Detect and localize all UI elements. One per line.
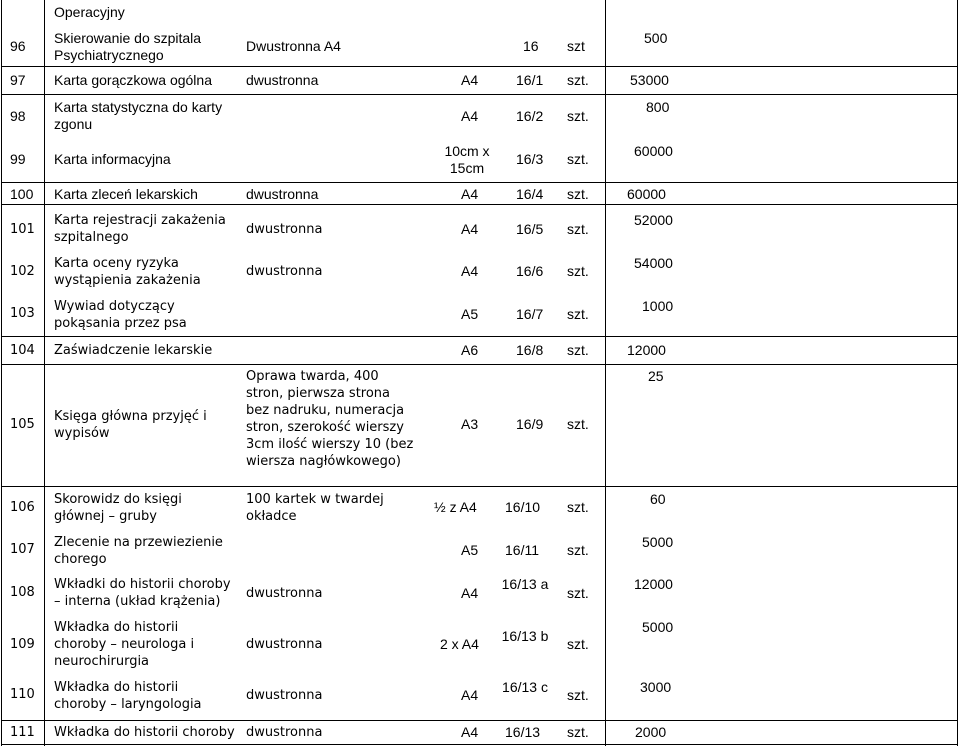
- quantity: 3000: [640, 679, 672, 695]
- quantity: 12000: [627, 342, 666, 358]
- quantity: 60: [650, 491, 666, 507]
- item-description: 100 kartek w twardej okładce: [246, 492, 384, 524]
- row-divider: [1, 66, 958, 67]
- item-name: Wkładka do historii choroby – neurologa i neurochirurgia: [54, 620, 195, 669]
- table-border: [1, 744, 958, 745]
- row-number: 107: [10, 542, 35, 557]
- format: A4: [461, 724, 479, 740]
- sheet-number: 16: [523, 38, 539, 54]
- sheet-number: 16/13 b: [501, 628, 549, 644]
- row-number: 103: [10, 306, 35, 321]
- item-name: Karta zleceń lekarskich: [54, 186, 198, 202]
- item-description: Oprawa twarda, 400 stron, pierwsza strona bez nadruku, numeracja stron, szerokość wierszy 3cm ilość wierszy 10 (bez wiersza nagłówkowego): [246, 369, 414, 469]
- row-number: 106: [10, 500, 35, 515]
- column-divider: [44, 0, 45, 746]
- table-border: [957, 0, 958, 746]
- quantity: 500: [644, 30, 668, 46]
- row-number: 96: [10, 38, 26, 54]
- unit: szt.: [567, 585, 589, 601]
- row-number: 105: [10, 417, 35, 432]
- row-divider: [1, 336, 958, 337]
- item-name: Operacyjny: [54, 4, 125, 20]
- item-name: Zlecenie na przewiezienie chorego: [54, 535, 223, 567]
- row-divider: [1, 94, 958, 95]
- sheet-number: 16/13: [505, 724, 541, 740]
- format: A4: [461, 108, 479, 124]
- sheet-number: 16/3: [516, 151, 544, 167]
- row-number: 111: [10, 725, 35, 740]
- table-border: [1, 0, 2, 746]
- item-name: Wkładka do historii choroby – laryngologia: [54, 680, 202, 712]
- unit: szt.: [567, 263, 589, 279]
- row-number: 104: [10, 343, 35, 358]
- quantity: 12000: [634, 576, 673, 592]
- item-name: Księga główna przyjęć i wypisów: [54, 409, 207, 441]
- sheet-number: 16/4: [516, 186, 544, 202]
- unit: szt.: [567, 542, 589, 558]
- item-description: Dwustronna A4: [246, 38, 341, 54]
- sheet-number: 16/7: [516, 306, 544, 322]
- format: A4: [461, 263, 479, 279]
- quantity: 2000: [635, 724, 667, 740]
- sheet-number: 16/8: [516, 342, 544, 358]
- column-divider: [605, 0, 606, 746]
- item-description: dwustronna: [246, 725, 323, 740]
- format: A5: [461, 542, 479, 558]
- item-description: dwustronna: [246, 586, 323, 601]
- item-name: Wkładki do historii choroby – interna (układ krążenia): [54, 577, 231, 609]
- item-description: dwustronna: [246, 637, 323, 652]
- sheet-number: 16/5: [516, 221, 544, 237]
- quantity: 5000: [642, 534, 674, 550]
- format: A4: [461, 585, 479, 601]
- row-divider: [1, 204, 958, 205]
- item-name: Karta statystyczna do karty zgonu: [54, 99, 223, 132]
- item-name: Zaświadczenie lekarskie: [54, 343, 213, 358]
- sheet-number: 16/10: [505, 499, 541, 515]
- row-divider: [1, 720, 958, 721]
- item-description: dwustronna: [246, 186, 319, 202]
- format: A4: [461, 221, 479, 237]
- row-number: 101: [10, 222, 35, 237]
- format: A3: [461, 416, 479, 432]
- sheet-number: 16/1: [516, 72, 544, 88]
- quantity: 60000: [627, 186, 666, 202]
- quantity: 5000: [642, 619, 674, 635]
- quantity: 800: [646, 99, 670, 115]
- quantity: 60000: [634, 143, 673, 159]
- row-number: 109: [10, 637, 35, 652]
- row-number: 97: [10, 72, 26, 88]
- quantity: 53000: [630, 72, 669, 88]
- format: 10cm x 15cm: [444, 143, 490, 176]
- row-number: 100: [10, 186, 34, 202]
- format: 2 x A4: [440, 636, 479, 652]
- unit: szt.: [567, 221, 589, 237]
- row-number: 102: [10, 264, 35, 279]
- sheet-number: 16/9: [516, 416, 544, 432]
- unit: szt.: [567, 416, 589, 432]
- unit: szt: [567, 38, 585, 54]
- item-name: Karta informacyjna: [54, 151, 171, 167]
- format: A6: [461, 342, 479, 358]
- row-number: 98: [10, 108, 26, 124]
- unit: szt.: [567, 186, 589, 202]
- item-name: Skorowidz do księgi głównej – gruby: [54, 492, 182, 524]
- sheet-number: 16/13 a: [501, 576, 549, 592]
- format: ½ z A4: [434, 499, 477, 515]
- unit: szt.: [567, 72, 589, 88]
- row-divider: [1, 364, 958, 365]
- sheet-number: 16/13 c: [502, 679, 548, 695]
- item-description: dwustronna: [246, 688, 323, 703]
- quantity: 52000: [634, 212, 673, 228]
- row-number: 99: [10, 151, 26, 167]
- row-divider: [1, 486, 958, 487]
- sheet-number: 16/11: [505, 542, 539, 558]
- format: A4: [461, 72, 479, 88]
- format: A4: [461, 687, 479, 703]
- item-description: dwustronna: [246, 222, 323, 237]
- unit: szt.: [567, 151, 589, 167]
- format: A5: [461, 306, 479, 322]
- unit: szt.: [567, 724, 589, 740]
- item-description: dwustronna: [246, 264, 323, 279]
- item-name: Skierowanie do szpitala Psychiatrycznego: [54, 30, 202, 63]
- quantity: 54000: [634, 255, 673, 271]
- item-name: Karta gorączkowa ogólna: [54, 72, 212, 88]
- item-name: Karta rejestracji zakażenia szpitalnego: [54, 213, 226, 245]
- row-number: 110: [10, 687, 35, 702]
- item-name: Karta oceny ryzyka wystąpienia zakażenia: [54, 256, 201, 288]
- row-number: 108: [10, 585, 35, 600]
- unit: szt.: [567, 687, 589, 703]
- quantity: 1000: [642, 298, 674, 314]
- item-name: Wywiad dotyczący pokąsania przez psa: [54, 299, 187, 331]
- unit: szt.: [567, 636, 589, 652]
- unit: szt.: [567, 499, 589, 515]
- item-description: dwustronna: [246, 72, 319, 88]
- sheet-number: 16/2: [516, 108, 544, 124]
- unit: szt.: [567, 108, 589, 124]
- unit: szt.: [567, 342, 589, 358]
- item-name: Wkładka do historii choroby: [54, 725, 235, 740]
- unit: szt.: [567, 306, 589, 322]
- quantity: 25: [648, 368, 664, 384]
- row-divider: [1, 182, 958, 183]
- sheet-number: 16/6: [516, 263, 544, 279]
- format: A4: [461, 186, 479, 202]
